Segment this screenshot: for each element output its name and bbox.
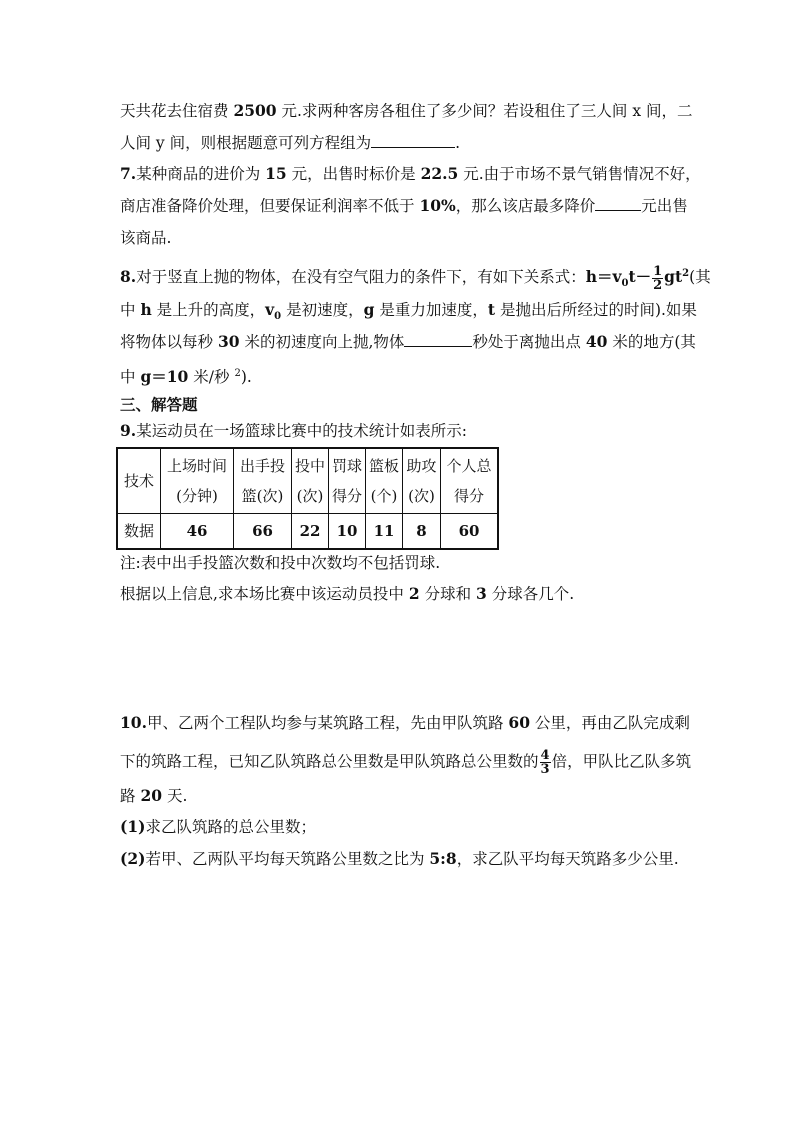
q9-intro [120, 421, 467, 441]
table-header-row [117, 448, 498, 514]
text: . [455, 134, 461, 152]
subscript: 0 [274, 311, 282, 323]
text: 是上升的高度， [151, 301, 266, 319]
header-text: 投中(次) [294, 457, 325, 505]
formula: g＝10 [140, 367, 189, 387]
text: 天. [162, 787, 188, 805]
number: 60 [508, 713, 530, 732]
text: 倍，甲队比乙队多筑 [551, 752, 692, 771]
q10-line-1 [120, 713, 690, 733]
table-cell: 11 [366, 514, 403, 550]
row-label: 数据 [117, 514, 161, 550]
answer-blank[interactable] [404, 332, 472, 347]
formula-part: t－ [628, 267, 652, 287]
text: 是重力加速度， [374, 301, 488, 319]
table-row [117, 514, 498, 550]
number: 15 [265, 164, 287, 183]
text: 公里，再由乙队完成剩 [529, 714, 690, 732]
question-number: 10. [120, 713, 147, 732]
fraction-one-half [652, 265, 663, 292]
q9-ask [120, 584, 574, 604]
text: ，那么该店最多降价 [455, 197, 596, 215]
q6-line-2 [120, 133, 460, 153]
text: 米/秒 [188, 368, 235, 387]
q8-line-2 [120, 300, 697, 327]
text: (其 [689, 268, 711, 287]
text: ，求乙队平均每天筑路多少公里. [456, 850, 679, 868]
text: 中 [120, 368, 141, 387]
formula-part: h＝v [585, 267, 622, 287]
answer-blank[interactable] [595, 196, 641, 211]
text: 分球各几个. [486, 585, 575, 603]
table-cell: 66 [234, 514, 292, 550]
text: 该商品. [120, 229, 172, 247]
number: 30 [217, 332, 240, 351]
text: 元出售 [641, 197, 688, 215]
q8-line-3 [120, 332, 696, 352]
text: 下的筑路工程，已知乙队筑路总公里数是甲队筑路总公里数的 [120, 752, 539, 771]
stats-table [116, 447, 499, 550]
variable: h [140, 300, 152, 319]
text: 天共花去住宿费 [120, 102, 234, 120]
q7-line-1 [120, 164, 701, 184]
header-cell [161, 448, 234, 514]
superscript: 2 [234, 368, 241, 379]
table-cell: 10 [329, 514, 366, 550]
header-text: 上场时间(分钟) [166, 457, 227, 505]
header-cell [292, 448, 329, 514]
number: 22.5 [420, 164, 459, 183]
text: 分球和 [419, 585, 477, 603]
text: ). [240, 368, 252, 387]
denominator: 3 [540, 762, 550, 777]
number: 40 [585, 332, 608, 351]
variable: v [265, 300, 275, 319]
text: 秒处于离抛出点 [472, 333, 586, 351]
numerator: 4 [540, 748, 550, 763]
number: 10% [419, 196, 456, 215]
question-number: 9. [120, 421, 137, 440]
header-text: 罚球得分 [331, 457, 362, 505]
number: 3 [476, 584, 487, 603]
text: 将物体以每秒 [120, 333, 218, 351]
header-text: 出手投篮(次) [239, 457, 285, 505]
table-cell: 22 [292, 514, 329, 550]
header-cell [403, 448, 441, 514]
question-number: 7. [120, 164, 137, 183]
text: 路 [120, 787, 141, 805]
q10-part-2 [120, 849, 679, 869]
header-cell [329, 448, 366, 514]
superscript: 2 [682, 268, 690, 279]
number: 2500 [233, 101, 277, 120]
denominator: 2 [653, 277, 663, 293]
text: 某种商品的进价为 [136, 165, 266, 183]
header-text: 个人总得分 [446, 457, 492, 505]
header-cell [234, 448, 292, 514]
header-text: 篮板(个) [368, 457, 399, 505]
table-cell: 8 [403, 514, 441, 550]
subscript: 0 [621, 278, 629, 290]
q8-line-4 [120, 364, 252, 387]
text: 商店准备降价处理，但要保证利润率不低于 [120, 197, 420, 215]
header-text: 助攻(次) [406, 457, 437, 505]
variable: t [487, 300, 496, 319]
text: 元.求两种客房各租住了多少间？若设租住了三人间 x 间，二 [276, 102, 693, 120]
variable: g [363, 300, 375, 319]
text: 元.由于市场不景气销售情况不好， [458, 165, 701, 183]
text: 人间 y 间，则根据题意可列方程组为 [120, 134, 372, 152]
q10-part-1 [120, 817, 316, 837]
text: 米的地方(其 [607, 333, 696, 351]
text: 若甲、乙两队平均每天筑路公里数之比为 [145, 850, 430, 868]
answer-blank[interactable] [371, 133, 455, 148]
text: 求乙队筑路的总公里数； [145, 818, 316, 836]
text: 米的初速度向上抛,物体 [239, 333, 405, 351]
header-cell [366, 448, 403, 514]
formula [585, 263, 690, 293]
number: 5:8 [429, 849, 457, 868]
table-cell: 46 [161, 514, 234, 550]
header-cell [441, 448, 499, 514]
table-cell: 60 [441, 514, 499, 550]
text: 元，出售时标价是 [286, 165, 421, 183]
q10-line-3 [120, 786, 187, 806]
q6-line-1 [120, 101, 693, 121]
header-cell: 技术 [117, 448, 161, 514]
text: 根据以上信息,求本场比赛中该运动员投中 [120, 585, 409, 603]
q7-line-2 [120, 196, 688, 216]
text: 甲、乙两个工程队均参与某筑路工程，先由甲队筑路 [146, 714, 509, 732]
number: 20 [140, 786, 163, 805]
numerator: 1 [653, 263, 663, 279]
section-heading: 三、解答题 [120, 395, 198, 414]
q7-line-3 [120, 228, 171, 248]
part-number: (1) [120, 817, 146, 836]
text: 对于竖直上抛的物体，在没有空气阻力的条件下，有如下关系式： [136, 268, 586, 287]
text: 中 [120, 301, 141, 319]
text: 是抛出后所经过的时间).如果 [495, 301, 697, 319]
formula-part: gt [664, 267, 683, 287]
q9-note: 注:表中出手投篮次数和投中次数均不包括罚球. [120, 554, 441, 572]
text: 某运动员在一场篮球比赛中的技术统计如表所示: [136, 422, 467, 440]
question-number: 8. [120, 267, 137, 287]
fraction-four-thirds [540, 749, 551, 776]
q10-line-2 [120, 749, 691, 776]
part-number: (2) [120, 849, 146, 868]
text: 是初速度， [281, 301, 364, 319]
q8-line-1 [120, 264, 711, 294]
number: 2 [408, 584, 420, 603]
